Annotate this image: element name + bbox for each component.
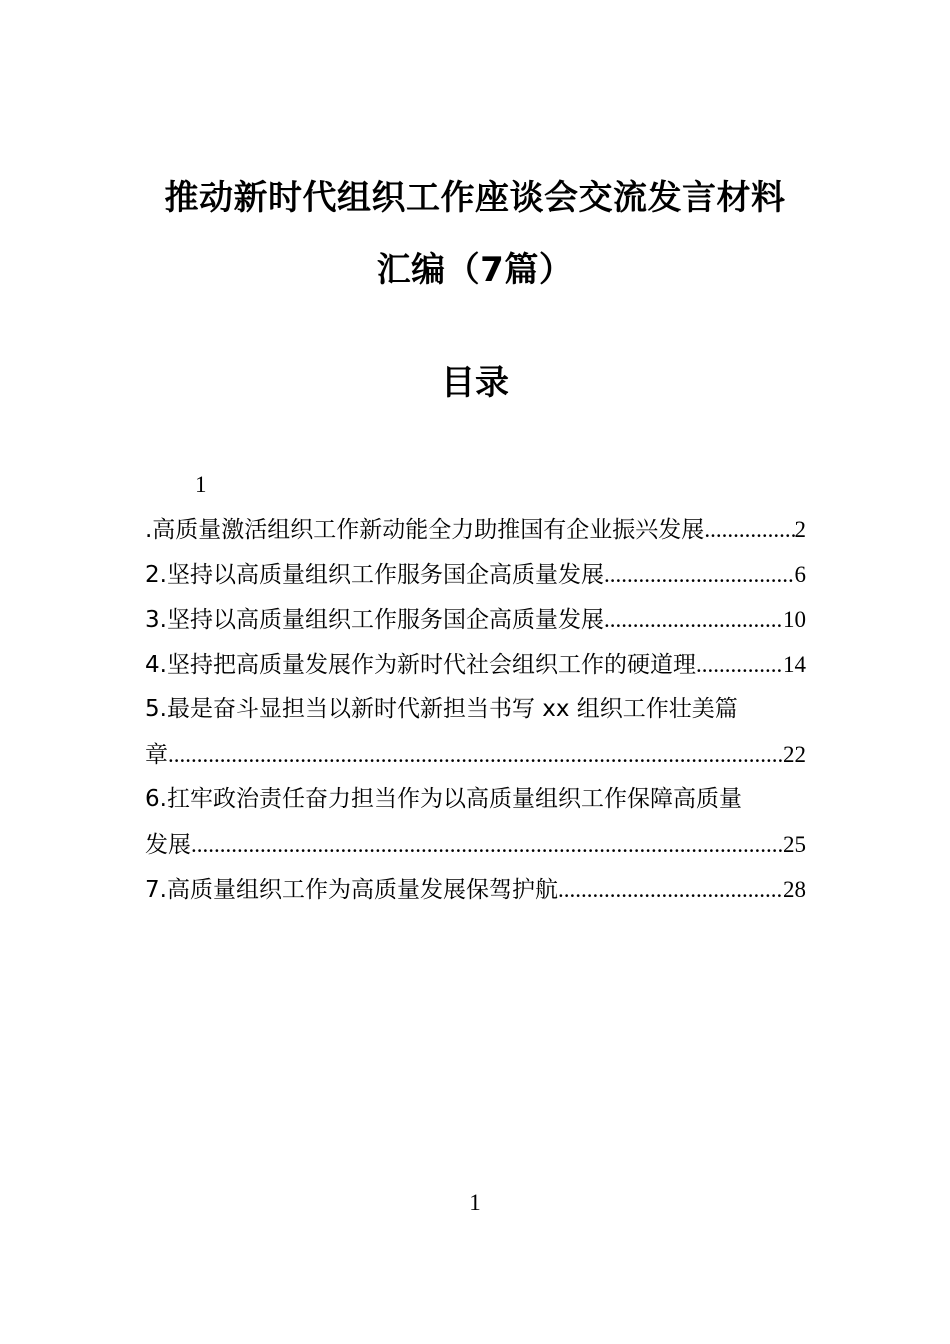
toc-entry-1[interactable] <box>145 507 806 552</box>
toc-entry-5[interactable] <box>145 732 806 777</box>
toc-page-number: 22 <box>783 742 806 767</box>
toc-entry-title: 章 <box>145 742 168 768</box>
document-title-line2: 汇编（7篇） <box>376 250 574 290</box>
toc-entry-6[interactable] <box>145 822 806 867</box>
document-title-line1: 推动新时代组织工作座谈会交流发言材料 <box>164 178 786 218</box>
toc-entry-6-line1[interactable]: 6.扛牢政治责任奋力担当作为以高质量组织工作保障高质量 <box>145 786 742 812</box>
toc-page-number: 6 <box>794 562 806 587</box>
toc-page-number: 25 <box>783 832 806 857</box>
toc-entry-3[interactable] <box>145 597 806 642</box>
toc-heading: 目录 <box>441 363 509 403</box>
toc-entry-7[interactable] <box>145 867 806 912</box>
page-number: 1 <box>469 1190 481 1215</box>
toc-page-number: 2 <box>794 517 806 542</box>
toc-leader-dots <box>696 642 783 687</box>
toc-entry-2[interactable] <box>145 552 806 597</box>
toc-entry-title: 2.坚持以高质量组织工作服务国企高质量发展 <box>145 562 604 588</box>
toc-leader-dots <box>604 597 783 642</box>
toc-entry-title: .高质量激活组织工作新动能全力助推国有企业振兴发展 <box>145 517 705 543</box>
toc-entry-title: 4.坚持把高质量发展作为新时代社会组织工作的硬道理 <box>145 652 696 678</box>
toc-page-number: 28 <box>783 877 806 902</box>
toc-page-number: 10 <box>783 607 806 632</box>
toc-entry-title: 7.高质量组织工作为高质量发展保驾护航 <box>145 877 558 903</box>
toc-entry-4[interactable] <box>145 642 806 687</box>
toc-entry-5-line1[interactable]: 5.最是奋斗显担当以新时代新担当书写 xx 组织工作壮美篇 <box>145 696 738 722</box>
table-of-contents <box>145 462 806 912</box>
toc-entry-title: 3.坚持以高质量组织工作服务国企高质量发展 <box>145 607 604 633</box>
toc-entry-title: 发展 <box>145 832 191 858</box>
toc-leader-dots <box>604 552 795 597</box>
toc-page-number: 14 <box>783 652 806 677</box>
toc-entry-1-number: 1 <box>195 472 207 497</box>
toc-leader-dots <box>168 732 783 777</box>
toc-leader-dots <box>704 507 794 552</box>
toc-leader-dots <box>558 867 783 912</box>
toc-leader-dots <box>191 822 783 867</box>
